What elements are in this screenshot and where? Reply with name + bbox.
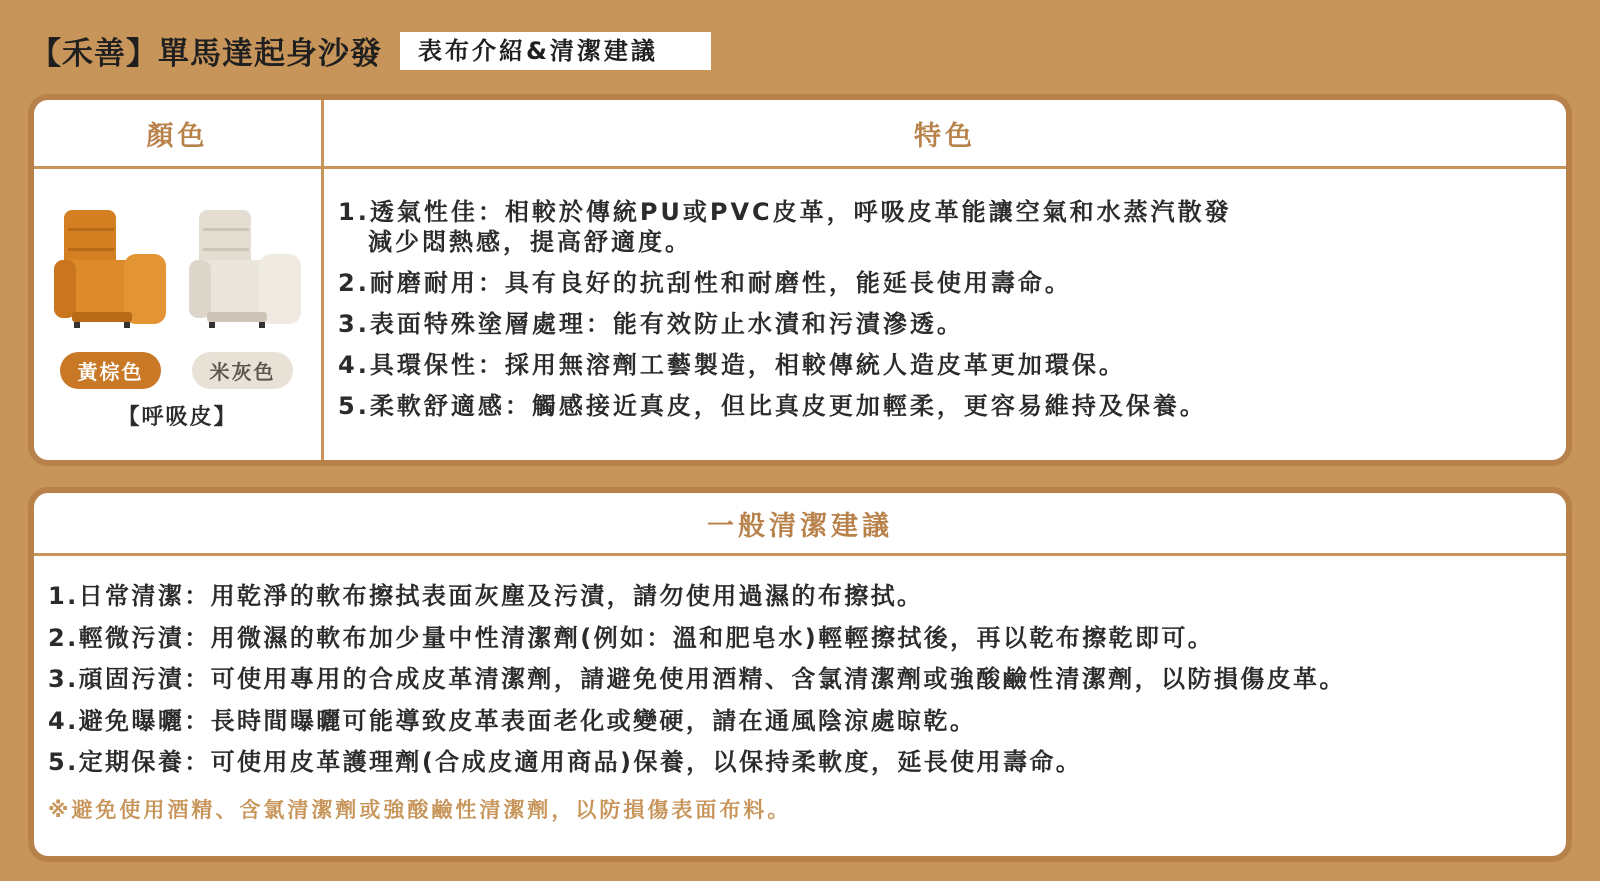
section-subtitle: 表布介紹&清潔建議	[400, 32, 711, 70]
feature-item: 5.柔軟舒適感：觸感接近真皮，但比真皮更加輕柔，更容易維持及保養。	[338, 392, 1207, 420]
feature-item: 4.具環保性：採用無溶劑工藝製造，相較傳統人造皮革更加環保。	[338, 351, 1126, 379]
cleaning-note: ※避免使用酒精、含氯清潔劑或強酸鹼性清潔劑，以防損傷表面布料。	[48, 797, 792, 822]
material-label: 【呼吸皮】	[117, 405, 238, 430]
cleaning-item: 4.避免曝曬：長時間曝曬可能導致皮革表面老化或變硬，請在通風陰涼處晾乾。	[48, 706, 977, 735]
color-swatches	[34, 169, 324, 464]
table-header-row	[34, 100, 1566, 169]
cleaning-list	[34, 556, 1566, 824]
cleaning-item: 2.輕微污漬：用微濕的軟布加少量中性清潔劑(例如：溫和肥皂水)輕輕擦拭後，再以乾布擦乾即可。	[48, 623, 1215, 652]
page-header	[30, 28, 711, 73]
product-title: 【禾善】單馬達起身沙發	[30, 36, 382, 72]
feature-item: 2.耐磨耐用：具有良好的抗刮性和耐磨性，能延長使用壽命。	[338, 269, 1072, 297]
cleaning-advice-card	[28, 487, 1572, 862]
feature-column-header: 特色	[914, 120, 976, 152]
color-column-header: 顏色	[34, 100, 324, 166]
orange-chair-image	[54, 204, 169, 329]
feature-text: 1.透氣性佳：相較於傳統PU或PVC皮革，呼吸皮革能讓空氣和水蒸汽散發	[338, 198, 1232, 226]
cleaning-item: 5.定期保養：可使用皮革護理劑(合成皮適用商品)保養，以保持柔軟度，延長使用壽命。	[48, 748, 1083, 776]
cleaning-item: 3.頑固污漬：可使用專用的合成皮革清潔劑，請避免使用酒精、含氯清潔劑或強酸鹼性清潔劑，以防損傷皮革。	[48, 665, 1346, 693]
cleaning-item: 1.日常清潔：用乾淨的軟布擦拭表面灰塵及污漬，請勿使用過濕的布擦拭。	[48, 582, 924, 610]
feature-item: 3.表面特殊塗層處理：能有效防止水漬和污漬滲透。	[338, 310, 964, 338]
table-body-row	[34, 169, 1566, 464]
color-pill-orange: 黃棕色	[60, 352, 161, 389]
cleaning-title: 一般清潔建議	[34, 493, 1566, 556]
feature-item	[338, 197, 1566, 257]
beige-chair-image	[189, 204, 304, 329]
feature-list	[324, 169, 1566, 464]
fabric-info-table	[28, 94, 1572, 466]
color-pill-beige: 米灰色	[192, 352, 293, 389]
feature-text-continued: 減少悶熱感，提高舒適度。	[368, 228, 692, 256]
